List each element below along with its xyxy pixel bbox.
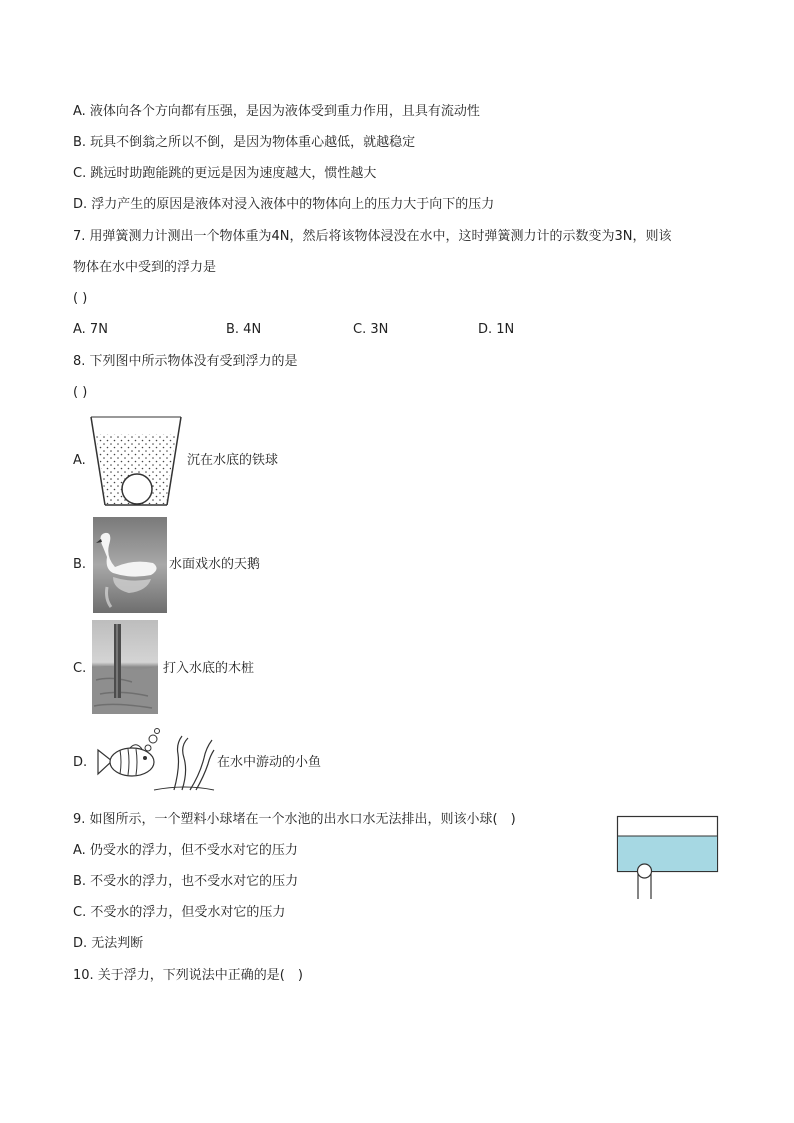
q8-option-a-label: A. (73, 453, 86, 468)
q7-choice-c: C. 3N (353, 322, 389, 337)
q9-option-b: B. 不受水的浮力，也不受水对它的压力 (73, 874, 299, 889)
q7-choice-d: D. 1N (478, 322, 515, 337)
q6-option-d: D. 浮力产生的原因是液体对浸入液体中的物体向上的压力大于向下的压力 (73, 197, 495, 212)
q9-stem: 9. 如图所示，一个塑料小球堵在一个水池的出水口水无法排出，则该小球( ) (73, 812, 516, 827)
q9-option-c: C. 不受水的浮力，但受水对它的压力 (73, 905, 286, 920)
q6-option-b: B. 玩具不倒翁之所以不倒，是因为物体重心越低，就越稳定 (73, 135, 416, 150)
q7-answer-paren: ( ) (73, 291, 88, 306)
swan-photo (93, 517, 167, 613)
q8-option-c-label: C. (73, 661, 87, 676)
q6-option-c: C. 跳远时助跑能跳的更远是因为速度越大，惯性越大 (73, 166, 377, 181)
q8-answer-paren: ( ) (73, 385, 88, 400)
q9-option-d: D. 无法判断 (73, 936, 144, 951)
q8-option-b-caption: 水面戏水的天鹅 (169, 557, 261, 572)
q10-stem: 10. 关于浮力，下列说法中正确的是( ) (73, 968, 303, 983)
q6-option-a: A. 液体向各个方向都有压强，是因为液体受到重力作用，且具有流动性 (73, 104, 480, 119)
water-tank-figure (616, 815, 720, 901)
q8-option-c-caption: 打入水底的木桩 (163, 661, 255, 676)
q7-stem-line1: 7. 用弹簧测力计测出一个物体重为4N，然后将该物体浸没在水中，这时弹簧测力计的示数变为3N，则该 (73, 229, 672, 244)
q8-option-d-caption: 在水中游动的小鱼 (217, 755, 322, 770)
q7-choice-a: A. 7N (73, 322, 108, 337)
q8-stem: 8. 下列图中所示物体没有受到浮力的是 (73, 354, 298, 369)
q7-stem-line2: 物体在水中受到的浮力是 (73, 260, 217, 275)
q7-choice-b: B. 4N (226, 322, 262, 337)
q9-option-a: A. 仍受水的浮力，但不受水对它的压力 (73, 843, 298, 858)
q8-option-b-label: B. (73, 557, 87, 572)
wooden-stake-photo (92, 620, 158, 714)
iron-ball-figure (88, 414, 184, 508)
fish-drawing (90, 728, 216, 794)
q8-option-d-label: D. (73, 755, 88, 770)
q8-option-a-caption: 沉在水底的铁球 (187, 453, 279, 468)
